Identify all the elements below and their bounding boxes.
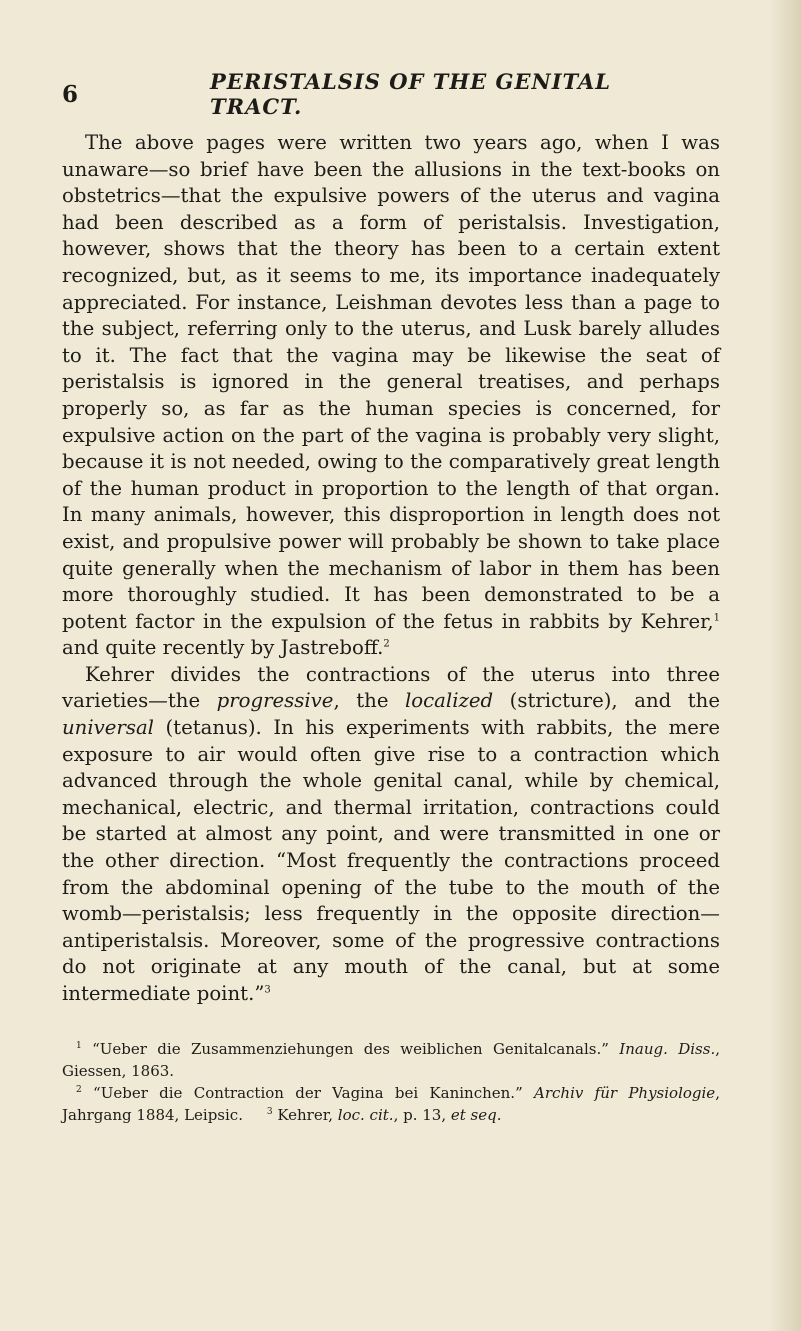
p2-text-c: (stricture), and the bbox=[493, 689, 720, 713]
footnote-3-seq: et seq. bbox=[450, 1106, 502, 1124]
footnote-2 bbox=[62, 1082, 720, 1126]
term-progressive: progressive bbox=[216, 689, 334, 713]
paragraph-2 bbox=[62, 662, 720, 1008]
page-edge-shadow bbox=[769, 0, 801, 1331]
term-localized: localized bbox=[405, 689, 494, 713]
footnote-2-source: Archiv für Physiologie bbox=[534, 1084, 716, 1102]
footnote-3-author: Kehrer, bbox=[277, 1106, 338, 1124]
running-header bbox=[62, 69, 702, 119]
page-number: 6 bbox=[62, 80, 79, 108]
footnote-ref-1: 1 bbox=[713, 612, 720, 624]
footnote-1 bbox=[62, 1038, 720, 1082]
body-text bbox=[62, 130, 720, 1008]
footnote-3-number: 3 bbox=[266, 1107, 273, 1117]
p2-text-b: , the bbox=[333, 689, 405, 713]
footnotes bbox=[62, 1038, 720, 1126]
p2-text-d: (tetanus). In his experiments with rabbits, the mere exposure to air would often give rise to a contraction which advanced through the whole genital canal, while by chemical, mechanical, electric, and thermal irritation, contractions could be started at almost any point, and were transmitted in one or the other direction. “Most frequently the contractions proceed from the abdominal opening of the tube to the mouth of the womb—peristalsis; less frequently in the opposite direction—antiperistalsis. Moreover, some of the progressive contractions do not originate at any mouth of the canal, but at some intermediate point.” bbox=[62, 716, 720, 1005]
p1-text-b: and quite recently by Jastreboff. bbox=[62, 636, 384, 660]
footnote-3-loc: loc. cit. bbox=[337, 1106, 394, 1124]
footnote-ref-3: 3 bbox=[264, 984, 271, 996]
p2-text-a: Kehrer divides the contractions of the uterus into three varieties—the bbox=[62, 662, 720, 713]
footnote-2-rest: , Jahrgang 1884, Leipsic. bbox=[62, 1084, 720, 1124]
paragraph-1 bbox=[62, 130, 720, 662]
p1-text-a: The above pages were written two years ago, when I was unaware—so brief have been the allusions in the text-books on obstetrics—that the expulsive powers of the uterus and vagina had been described as a form of peristalsis. Investigation, however, shows that the theory has been to a certain extent recognized, but, as it seems to me, its importance inadequately appreciated. For instance, Leishman devotes less than a page to the subject, referring only to the uterus, and Lusk barely alludes to it. The fact that the vagina may be likewise the seat of peristalsis is ignored in the general treatises, and perhaps properly so, as far as the human species is concerned, for expulsive action on the part of the vagina is probably very slight, because it is not needed, owing to the comparatively great length of the human product in proportion to the length of that organ. In many animals, however, this disproportion in length does not exist, and propulsive power will probably be shown to take place quite generally when the mechanism of labor in them has been more thoroughly studied. It has been demonstrated to be a potent factor in the expulsion of the fetus in rabbits by Kehrer, bbox=[62, 131, 720, 633]
footnote-3-page: , p. 13, bbox=[393, 1106, 451, 1124]
footnote-1-number: 1 bbox=[76, 1041, 82, 1051]
footnote-1-rest: , Giessen, 1863. bbox=[62, 1040, 720, 1080]
footnote-2-title: “Ueber die Contraction der Vagina bei Kaninchen.” bbox=[93, 1084, 523, 1102]
footnote-ref-2: 2 bbox=[383, 638, 390, 650]
term-universal: universal bbox=[62, 716, 154, 740]
running-title: PERISTALSIS OF THE GENITAL TRACT. bbox=[210, 69, 612, 119]
footnote-1-title: “Ueber die Zusammenziehungen des weiblichen Genitalcanals.” bbox=[92, 1040, 609, 1058]
footnote-1-source: Inaug. Diss. bbox=[619, 1040, 716, 1058]
footnote-2-number: 2 bbox=[76, 1085, 82, 1095]
